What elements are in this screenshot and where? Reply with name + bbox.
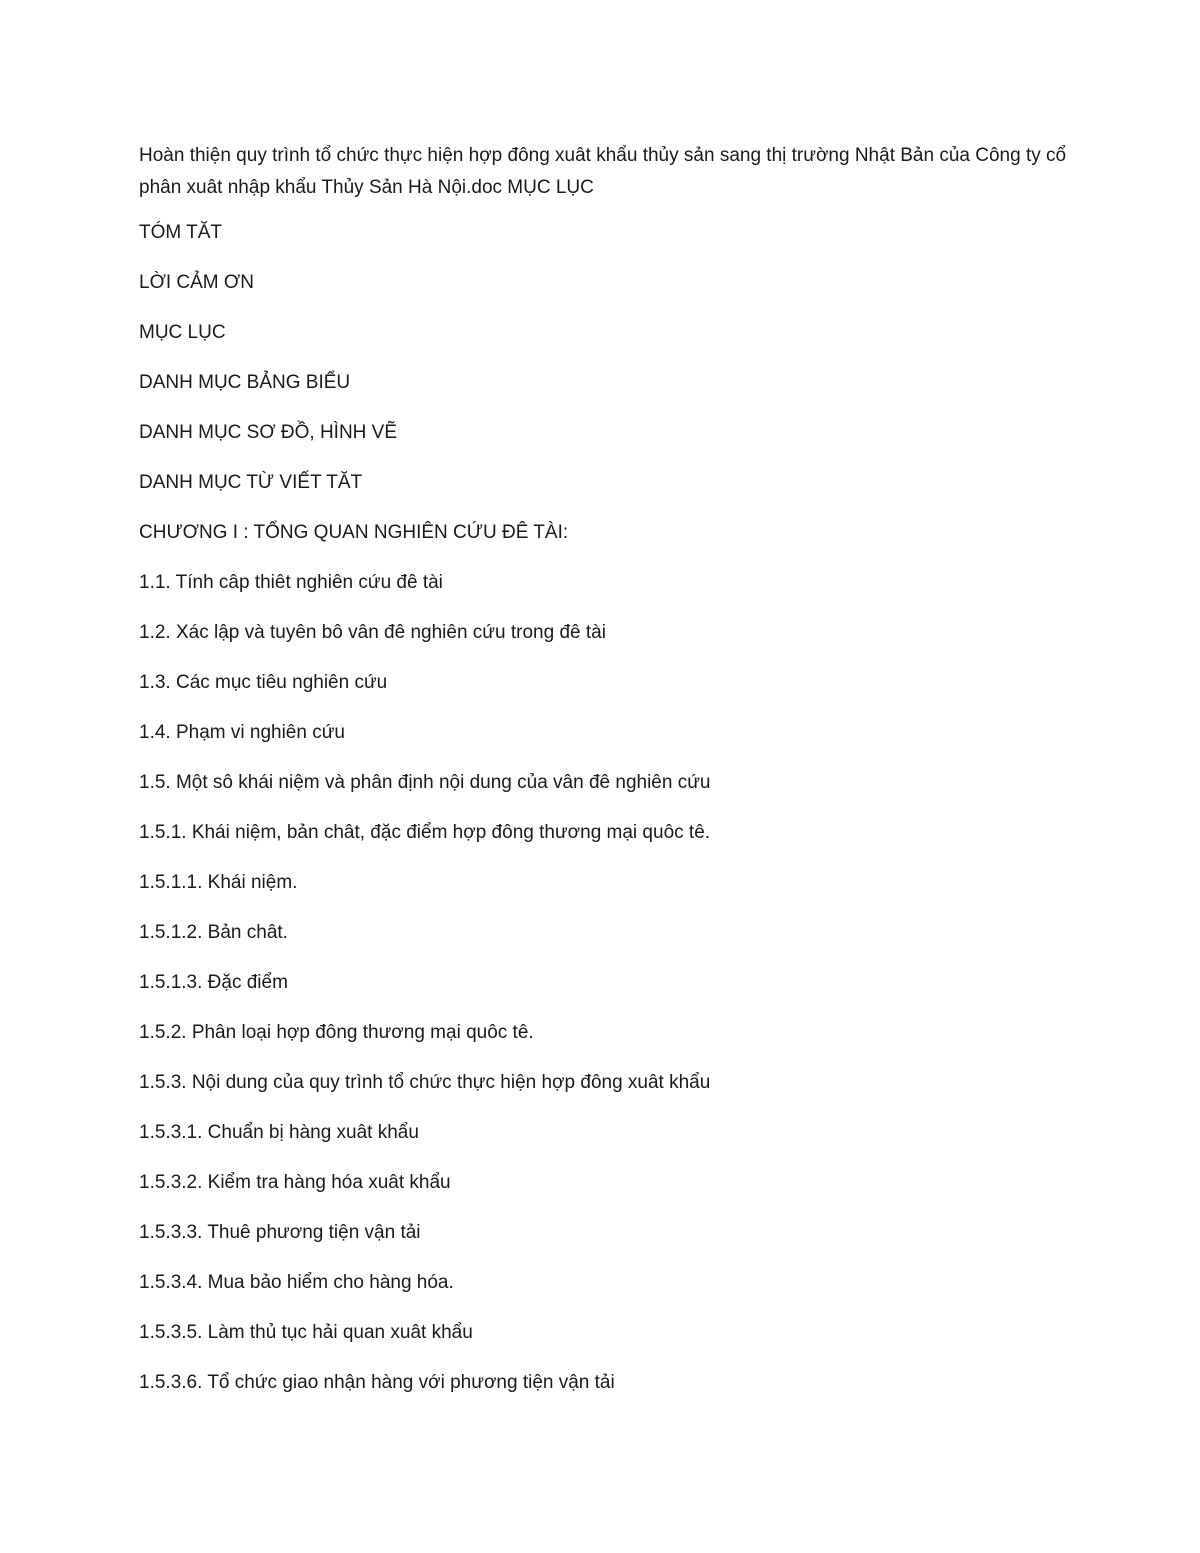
document-title: Hoàn thiện quy trình tổ chức thực hiện hợp đông xuât khẩu thủy sản sang thị trường Nhật Bản của Công ty cổ phân xuât nhập khẩu Thủy Sản Hà Nội.doc MỤC LỤC	[139, 145, 1067, 198]
document-content	[139, 140, 1069, 1419]
toc-item: 1.5.1. Khái niệm, bản chât, đặc điểm hợp đông thương mại quôc tê.	[139, 822, 711, 843]
toc-item: 1.5.3.3. Thuê phương tiện vận tải	[139, 1222, 421, 1243]
toc-item: 1.2. Xác lập và tuyên bô vân đê nghiên cứu trong đê tài	[139, 622, 606, 643]
toc-item: 1.5.2. Phân loại hợp đông thương mại quôc tê.	[139, 1022, 534, 1043]
toc-item: 1.5.3.2. Kiểm tra hàng hóa xuât khẩu	[139, 1172, 451, 1193]
table-of-contents	[139, 219, 1069, 1397]
toc-item: 1.5.3.6. Tổ chức giao nhận hàng với phương tiện vận tải	[139, 1372, 615, 1393]
toc-item: LỜI CẢM ƠN	[139, 272, 254, 293]
toc-item: DANH MỤC BẢNG BIỂU	[139, 372, 351, 393]
toc-item: 1.5.3.5. Làm thủ tục hải quan xuât khẩu	[139, 1322, 473, 1343]
toc-item: DANH MỤC TỪ VIẾT TĂT	[139, 472, 363, 493]
toc-item: 1.5.1.1. Khái niệm.	[139, 872, 298, 893]
toc-item: 1.5. Một sô khái niệm và phân định nội dung của vân đê nghiên cứu	[139, 772, 711, 793]
toc-item: 1.1. Tính câp thiêt nghiên cứu đê tài	[139, 572, 443, 593]
toc-item: 1.5.3.1. Chuẩn bị hàng xuât khẩu	[139, 1122, 419, 1143]
toc-item: CHƯƠNG I : TỔNG QUAN NGHIÊN CỨU ĐÊ TÀI:	[139, 522, 569, 543]
toc-item: 1.5.1.2. Bản chât.	[139, 922, 288, 943]
toc-item: 1.4. Phạm vi nghiên cứu	[139, 722, 346, 743]
toc-item: 1.5.3.4. Mua bảo hiểm cho hàng hóa.	[139, 1272, 454, 1293]
toc-item: MỤC LỤC	[139, 322, 226, 343]
toc-item: 1.5.1.3. Đặc điểm	[139, 972, 288, 993]
toc-item: TÓM TĂT	[139, 222, 223, 243]
toc-item: 1.5.3. Nội dung của quy trình tổ chức thực hiện hợp đông xuât khẩu	[139, 1072, 711, 1093]
toc-item: DANH MỤC SƠ ĐỒ, HÌNH VẼ	[139, 422, 398, 443]
toc-item: 1.3. Các mục tiêu nghiên cứu	[139, 672, 388, 693]
